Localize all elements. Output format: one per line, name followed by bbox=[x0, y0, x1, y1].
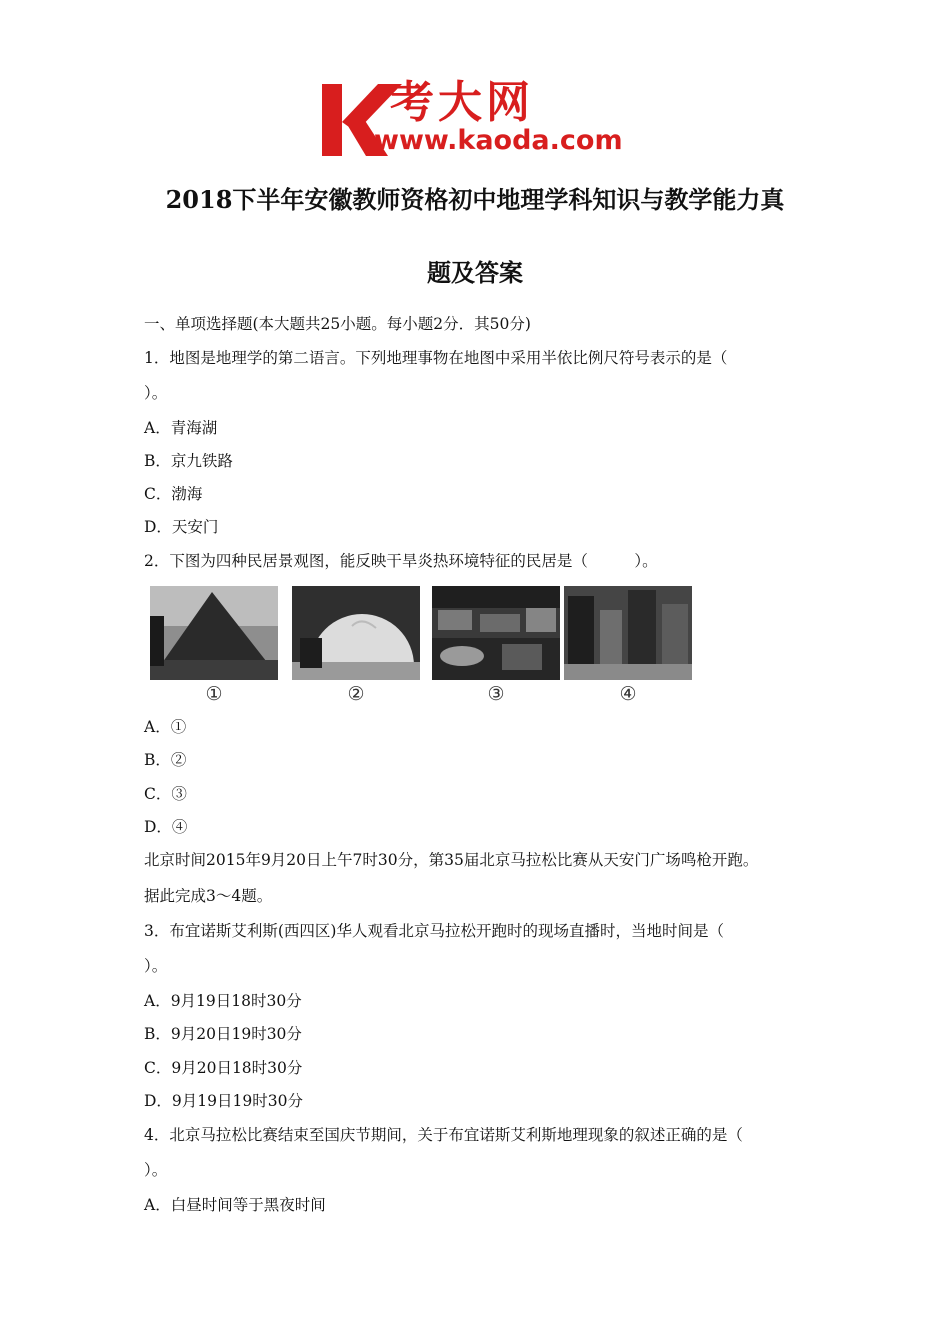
q3-option-b: B．9月20日19时30分 bbox=[144, 1025, 302, 1043]
photo-label-3: ③ bbox=[487, 683, 505, 705]
q4-stem-line-1: 4．北京马拉松比赛结束至国庆节期间，关于布宜诺斯艾利斯地理现象的叙述正确的是（ bbox=[144, 1126, 743, 1144]
document-title-line-2: 题及答案 bbox=[427, 258, 523, 287]
dwelling-photos bbox=[150, 586, 690, 706]
logo-brand-text: 考大网 bbox=[390, 77, 534, 128]
q1-option-d: D．天安门 bbox=[144, 518, 219, 536]
photo-label-1: ① bbox=[205, 683, 223, 705]
q2-option-c: C．③ bbox=[144, 785, 187, 803]
q4-stem-line-2: ）。 bbox=[144, 1161, 168, 1179]
q1-option-c: C．渤海 bbox=[144, 485, 203, 503]
section-heading: 一、单项选择题(本大题共25小题。每小题2分．其50分) bbox=[144, 315, 531, 333]
dwelling-photo-2 bbox=[292, 586, 420, 680]
dwelling-photo-1 bbox=[150, 586, 278, 680]
photo-label-2: ② bbox=[347, 683, 365, 705]
q4-option-a: A．白昼时间等于黑夜时间 bbox=[144, 1196, 326, 1214]
q2-option-d: D．④ bbox=[144, 818, 188, 836]
dwelling-photo-3 bbox=[432, 586, 560, 680]
q3-stem-line-1: 3．布宜诺斯艾利斯(西四区)华人观看北京马拉松开跑时的现场直播时，当地时间是（ bbox=[144, 922, 724, 940]
context-line-1: 北京时间2015年9月20日上午7时30分，第35届北京马拉松比赛从天安门广场鸣枪开跑。 bbox=[144, 851, 759, 869]
dwelling-photo-4 bbox=[564, 586, 692, 680]
q2-option-b: B．② bbox=[144, 751, 187, 769]
q1-option-a: A．青海湖 bbox=[144, 419, 218, 437]
document-title-line-1: 2018下半年安徽教师资格初中地理学科知识与教学能力真 bbox=[165, 185, 785, 214]
q3-option-a: A．9月19日18时30分 bbox=[144, 992, 302, 1010]
photo-label-4: ④ bbox=[619, 683, 637, 705]
q1-stem-line-1: 1．地图是地理学的第二语言。下列地理事物在地图中采用半依比例尺符号表示的是（ bbox=[144, 349, 728, 367]
kaoda-logo bbox=[318, 78, 638, 164]
q3-stem-line-2: ）。 bbox=[144, 957, 168, 975]
context-line-2: 据此完成3～4题。 bbox=[144, 887, 273, 905]
q3-option-c: C．9月20日18时30分 bbox=[144, 1059, 303, 1077]
logo-url-text: www.kaoda.com bbox=[374, 125, 623, 156]
q2-stem: 2．下图为四种民居景观图，能反映干旱炎热环境特征的民居是（ ）。 bbox=[144, 552, 658, 570]
q1-stem-line-2: ）。 bbox=[144, 384, 168, 402]
q3-option-d: D．9月19日19时30分 bbox=[144, 1092, 303, 1110]
q1-option-b: B．京九铁路 bbox=[144, 452, 233, 470]
q2-option-a: A．① bbox=[144, 718, 187, 736]
